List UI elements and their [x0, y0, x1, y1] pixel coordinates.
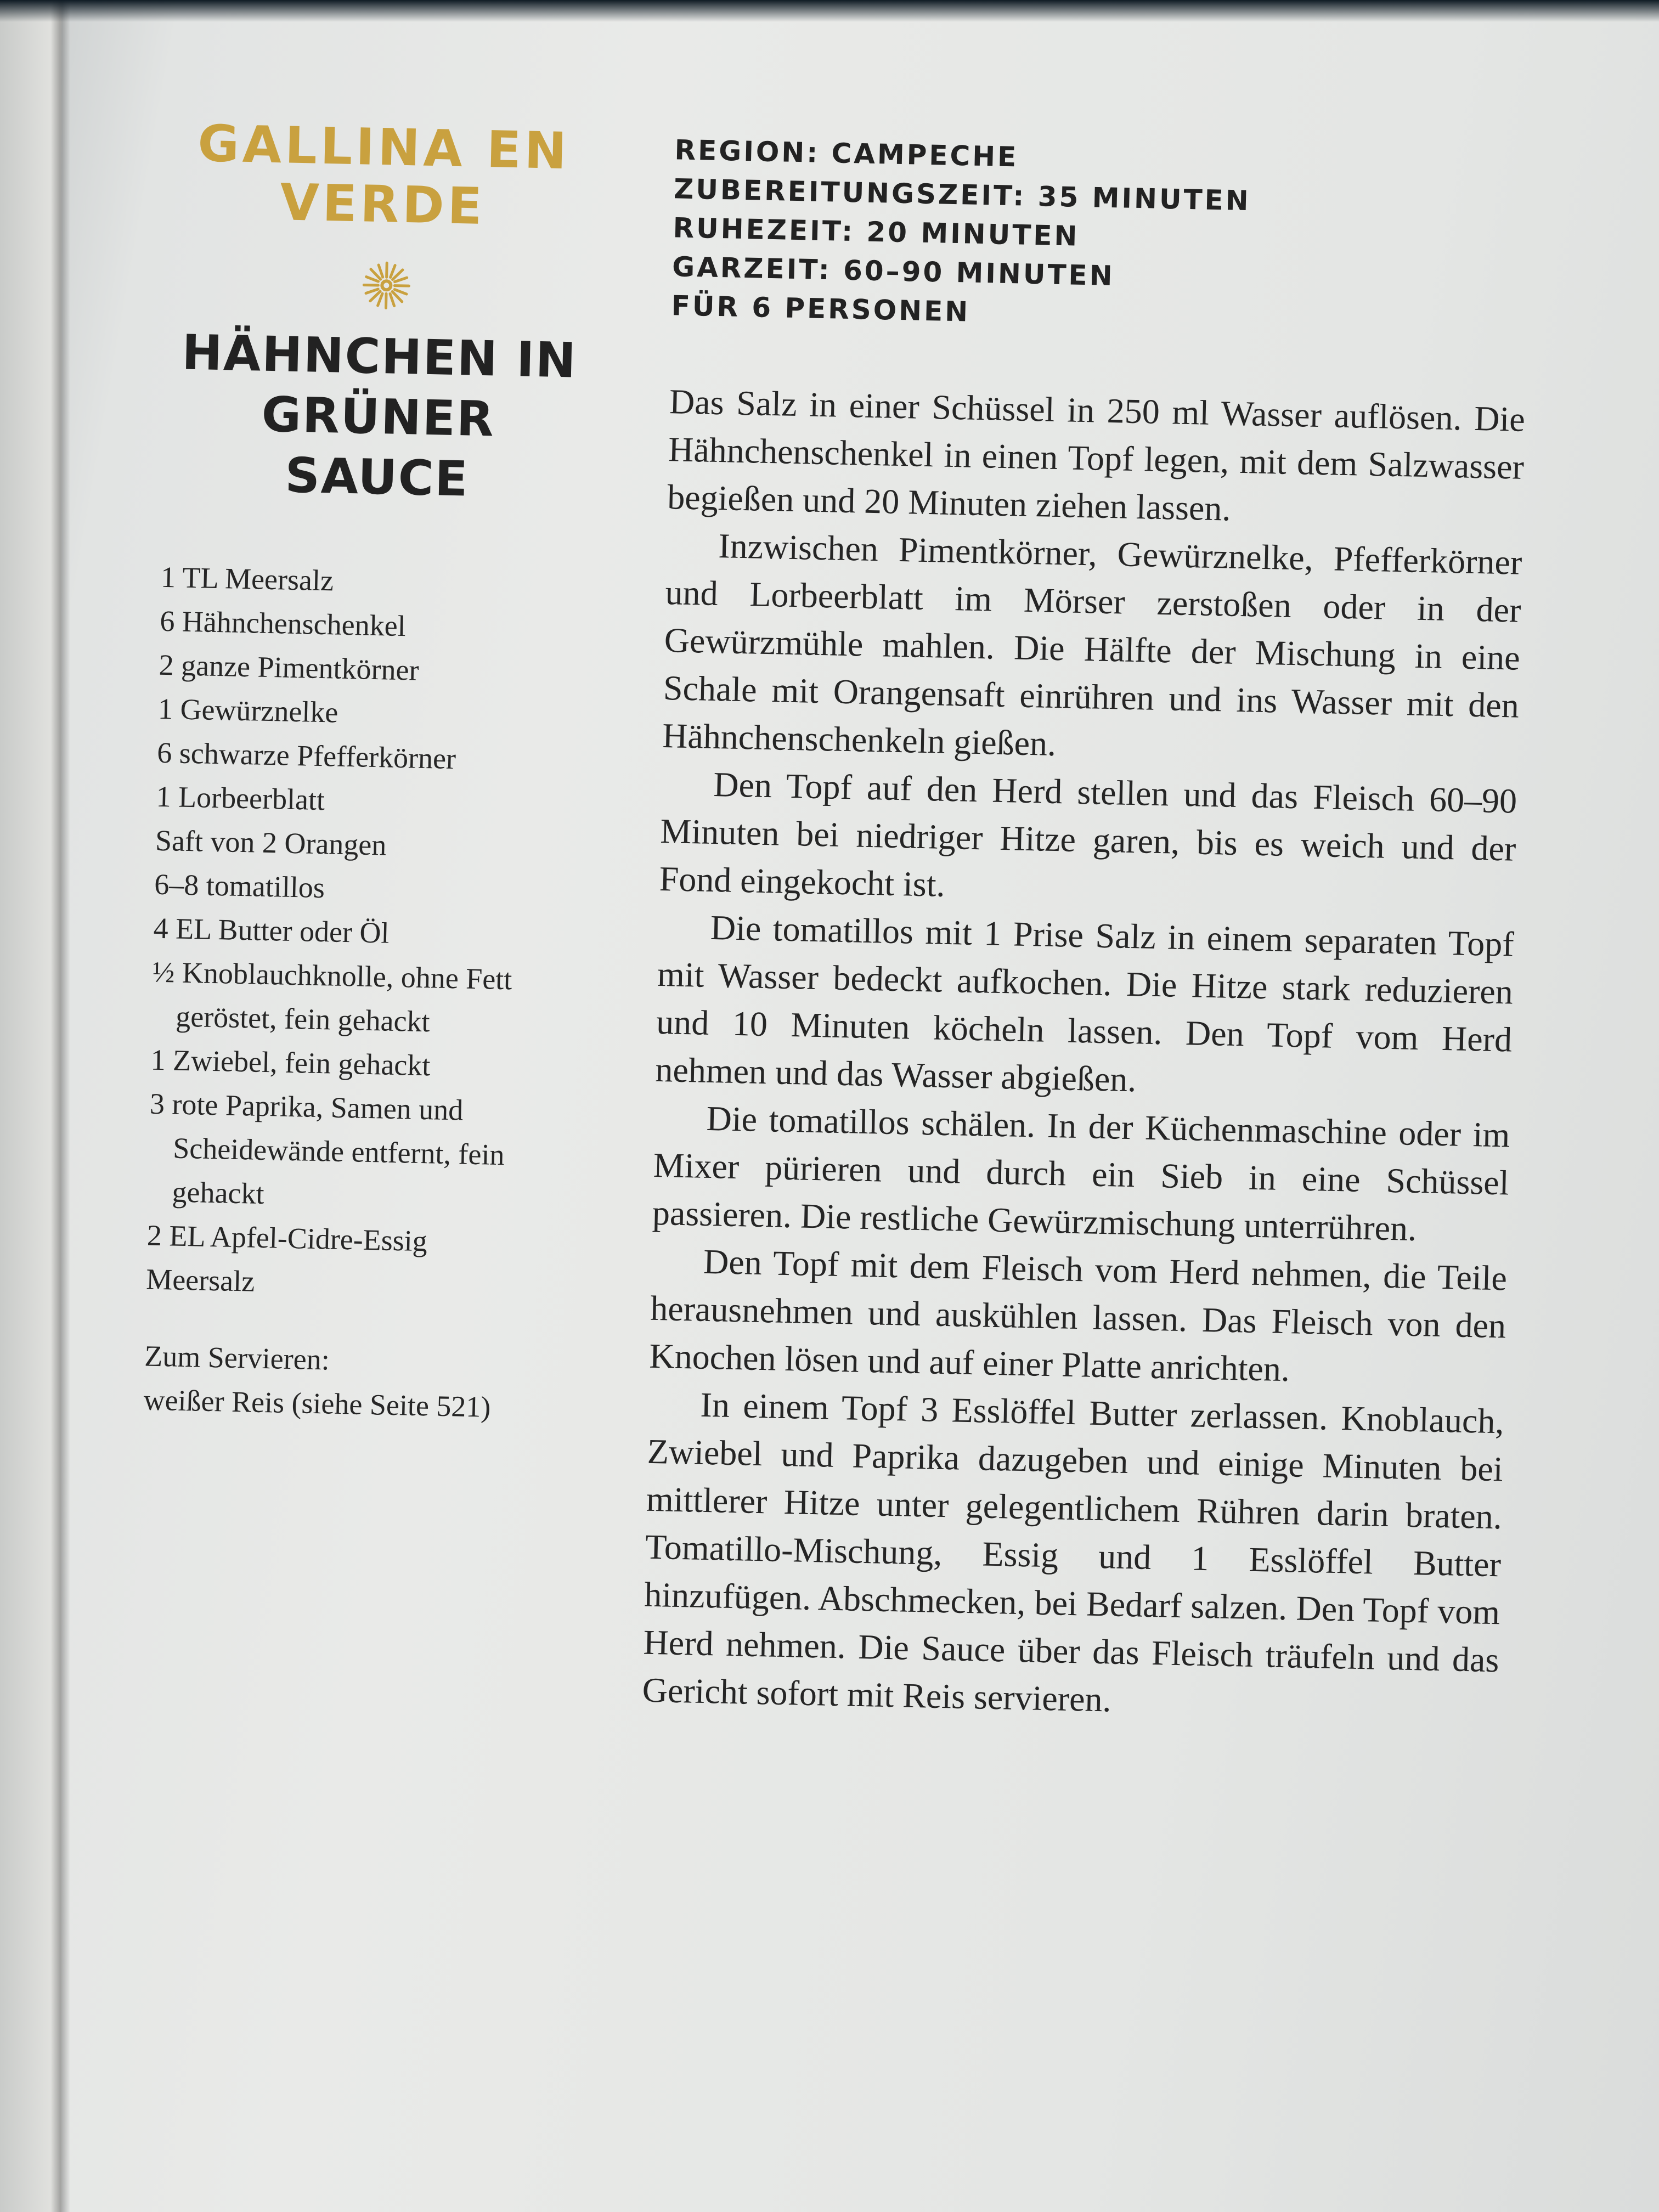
ingredient-item: [148, 1082, 644, 1224]
method-paragraph: Die tomatillos schälen. In der Küchenmaschine oder im Mixer pürieren und durch ein Sieb in eine Schüssel passieren. Die restliche Gewürzmischung unterrühren.: [652, 1098, 1511, 1248]
ingredient-line: Saft von 2 Orangen: [155, 823, 387, 862]
method-paragraph: Den Topf auf den Herd stellen und das Fleisch 60–90 Minuten bei niedriger Hitze garen, bis es weich und der Fond eingekocht ist.: [659, 764, 1517, 904]
meta-line: REGION: CAMPECHE: [674, 134, 1019, 173]
page-content: [20, 0, 1659, 2212]
ingredient-line: ½ Knoblauchknolle, ohne Fett: [152, 955, 512, 996]
ingredient-line: Meersalz: [145, 1262, 255, 1298]
spanish-title: GALLINA EN VERDE: [197, 114, 571, 236]
method-paragraph: Die tomatillos mit 1 Prise Salz in einem separaten Topf mit Wasser bedeckt aufkochen. Die Hitze stark reduzieren und 10 Minuten köcheln lassen. Den Topf vom Herd nehmen und das Wasser abgießen.: [654, 907, 1515, 1099]
ingredient-line: gehackt: [172, 1175, 265, 1210]
meta-line: FÜR 6 PERSONEN: [671, 290, 970, 328]
ingredient-line: geröstet, fein gehackt: [175, 1000, 431, 1039]
recipe-title: HÄHNCHEN IN GRÜNER SAUCE: [181, 324, 578, 507]
recipe-meta: [671, 131, 1388, 340]
serving-item: weißer Reis (siehe Seite 521): [143, 1383, 492, 1424]
ingredient-line: 2 EL Apfel-Cidre-Essig: [146, 1218, 428, 1258]
meta-line: GARZEIT: 60–90 MINUTEN: [672, 251, 1115, 292]
serving-note: [143, 1334, 639, 1432]
ingredient-line: 2 ganze Pimentkörner: [159, 648, 420, 687]
method-paragraph: Den Topf mit dem Fleisch vom Herd nehmen, die Teile herausnehmen und auskühlen lassen. Das Fleisch von den Knochen lösen und auf einer Platte anrichten.: [648, 1242, 1508, 1389]
ingredient-line: Scheidewände entfernt, fein: [172, 1131, 505, 1172]
method-text: [642, 377, 1526, 1731]
meta-line: RUHEZEIT: 20 MINUTEN: [673, 212, 1080, 252]
ingredient-line: 1 TL Meersalz: [160, 560, 334, 597]
sun-ornament-icon: [361, 260, 411, 311]
method-paragraph: Inzwischen Pimentkörner, Gewürznelke, Pfefferkörner und Lorbeerblatt im Mörser zerstoßen oder in der Gewürzmühle mahlen. Die Hälfte der Mischung in eine Schale mit Orangensaft einrühren und ins Wasser mit den Hähnchenschenkeln gießen.: [662, 526, 1522, 764]
ingredient-line: 4 EL Butter oder Öl: [153, 911, 390, 950]
ingredient-line: 1 Lorbeerblatt: [156, 780, 325, 817]
serving-label: Zum Servieren:: [144, 1339, 330, 1376]
ingredient-line: 1 Gewürznelke: [157, 692, 339, 729]
method-paragraph: In einem Topf 3 Esslöffel Butter zerlassen. Knoblauch, Zwiebel und Paprika dazugeben und einige Minuten bei mittlerer Hitze unter gelegentlichem Rühren darin braten. Tomatillo-Mischung, Essig und 1 Esslöffel Butter hinzufügen. Abschmecken, bei Bedarf salzen. Den Topf vom Herd nehmen. Die Sauce über das Fleisch träufeln und das Gericht sofort mit Reis servieren.: [642, 1385, 1505, 1719]
left-column: [143, 115, 664, 1432]
meta-line: ZUBEREITUNGSZEIT: 35 MINUTEN: [673, 173, 1251, 217]
ingredient-line: 3 rote Paprika, Samen und: [149, 1087, 464, 1127]
ingredient-line: 1 Zwiebel, fein gehackt: [150, 1043, 431, 1082]
ingredient-line: 6 Hähnchenschenkel: [159, 604, 407, 643]
ingredient-item: [151, 950, 647, 1048]
ingredient-line: 6 schwarze Pfefferkörner: [156, 736, 456, 776]
ingredient-line: 6–8 tomatillos: [154, 867, 325, 905]
ingredient-list: [145, 555, 654, 1312]
method-paragraph: Das Salz in einer Schüssel in 250 ml Wasser auflösen. Die Hähnchenschenkel in einen Topf legen, mit dem Salzwasser begießen und 20 Minuten ziehen lassen.: [667, 382, 1526, 528]
